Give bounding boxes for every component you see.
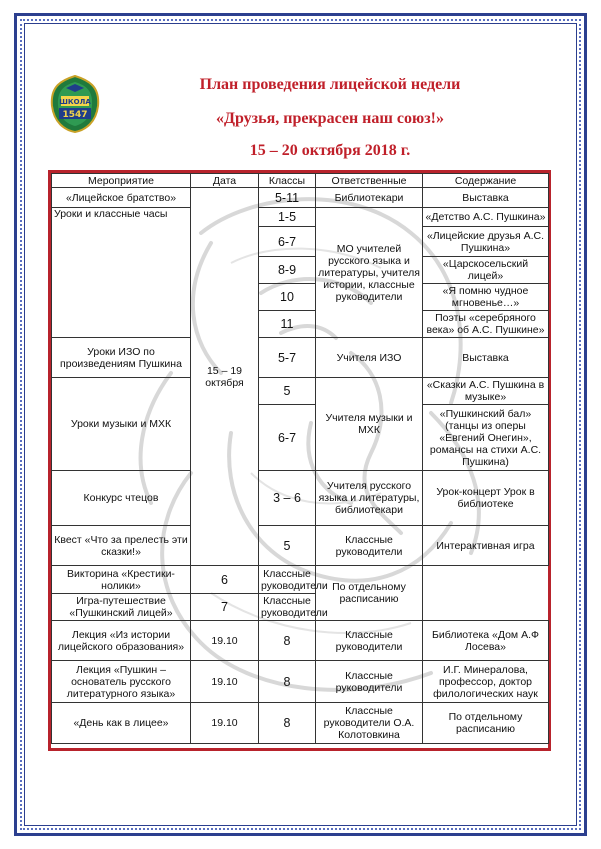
responsible-cell: МО учителей русского языка и литературы, учителя истории, классные руководители [316, 208, 423, 338]
classes-cell: 6-7 [259, 227, 316, 257]
classes-cell: 5-7 [259, 338, 316, 378]
content-cell: Библиотека «Дом А.Ф Лосева» [423, 621, 549, 661]
content-cell: «Пушкинский бал» (танцы из оперы «Евгений Онегин», романсы на стихи А.С. Пушкина) [423, 405, 549, 471]
event-cell: Викторина «Крестики-нолики» [52, 566, 191, 594]
schedule-table [51, 173, 549, 744]
responsible-cell: Учителя ИЗО [316, 338, 423, 378]
table-row [52, 208, 549, 227]
responsible-cell: Классные руководители [259, 566, 316, 594]
table-row [52, 661, 549, 703]
responsible-cell: Классные руководители [316, 621, 423, 661]
classes-cell: 8 [259, 661, 316, 703]
classes-cell: 8 [259, 703, 316, 744]
date-cell: 19.10 [191, 661, 259, 703]
content-cell: По отдельному расписанию [423, 703, 549, 744]
date-cell: 19.10 [191, 621, 259, 661]
column-header: Классы [259, 174, 316, 188]
classes-cell: 11 [259, 311, 316, 338]
event-cell: Лекция «Из истории лицейского образования» [52, 621, 191, 661]
logo-school-word: ШКОЛА [59, 98, 91, 106]
responsible-cell: Классные руководители [259, 594, 316, 621]
table-row [52, 621, 549, 661]
classes-cell: 5 [259, 378, 316, 405]
logo-number: 1547 [62, 110, 88, 120]
content-cell: Урок-концерт Урок в библиотеке [423, 471, 549, 526]
table-row [52, 338, 549, 378]
classes-cell: 3 – 6 [259, 471, 316, 526]
content-cell: «Я помню чудное мгновенье…» [423, 284, 549, 311]
schedule-table-frame [48, 170, 551, 751]
date-cell [191, 188, 259, 566]
responsible-cell: Классные руководители [316, 661, 423, 703]
table-row [52, 188, 549, 208]
content-cell: Выставка [423, 188, 549, 208]
classes-cell: 5-11 [259, 188, 316, 208]
responsible-cell: Библиотекари [316, 188, 423, 208]
responsible-cell: Учителя русского языка и литературы, библиотекари [316, 471, 423, 526]
classes-cell: 8 [259, 621, 316, 661]
title-line-3: 15 – 20 октября 2018 г. [249, 142, 411, 159]
table-row [52, 566, 549, 594]
table-row [52, 378, 549, 405]
table-row [52, 471, 549, 526]
classes-cell: 8-9 [259, 257, 316, 284]
title-line-2: «Друзья, прекрасен наш союз!» [215, 110, 444, 127]
classes-cell: 6-7 [259, 405, 316, 471]
table-row [52, 526, 549, 566]
table-row [52, 703, 549, 744]
event-cell: «Лицейское братство» [52, 188, 191, 208]
content-cell: «Царскосельский лицей» [423, 257, 549, 284]
event-cell: Лекция «Пушкин – основатель русского литературного языка» [52, 661, 191, 703]
content-cell: Интерактивная игра [423, 526, 549, 566]
column-header: Мероприятие [52, 174, 191, 188]
table-header-row [52, 174, 549, 188]
event-cell: «День как в лицее» [52, 703, 191, 744]
event-cell: Уроки ИЗО по произведениям Пушкина [52, 338, 191, 378]
classes-cell: 6 [191, 566, 259, 594]
content-cell: Выставка [423, 338, 549, 378]
classes-cell: 10 [259, 284, 316, 311]
content-cell: По отдельному расписанию [316, 566, 423, 621]
content-cell: «Детство А.С. Пушкина» [423, 208, 549, 227]
content-cell: «Лицейские друзья А.С. Пушкина» [423, 227, 549, 257]
classes-cell: 1-5 [259, 208, 316, 227]
column-header: Содержание [423, 174, 549, 188]
classes-cell: 5 [259, 526, 316, 566]
classes-cell: 7 [191, 594, 259, 621]
column-header: Дата [191, 174, 259, 188]
content-cell: Поэты «серебряного века» об А.С. Пушкине» [423, 311, 549, 338]
responsible-cell: Классные руководители О.А. Колотовкина [316, 703, 423, 744]
event-cell: Конкурс чтецов [52, 471, 191, 526]
event-cell: Квест «Что за прелесть эти сказки!» [52, 526, 191, 566]
content-cell: И.Г. Минералова, профессор, доктор филологических наук [423, 661, 549, 703]
date-range: 15 – 19 октября [205, 364, 244, 389]
event-cell: Игра-путешествие «Пушкинский лицей» [52, 594, 191, 621]
date-cell: 19.10 [191, 703, 259, 744]
school-logo [48, 74, 102, 134]
event-cell: Уроки музыки и МХК [52, 378, 191, 471]
column-header: Ответственные [316, 174, 423, 188]
table-row [52, 594, 549, 621]
responsible-cell: Учителя музыки и МХК [316, 378, 423, 471]
event-cell: Уроки и классные часы [52, 208, 191, 338]
title-line-1: План проведения лицейской недели [199, 76, 461, 93]
responsible-cell: Классные руководители [316, 526, 423, 566]
content-cell: «Сказки А.С. Пушкина в музыке» [423, 378, 549, 405]
